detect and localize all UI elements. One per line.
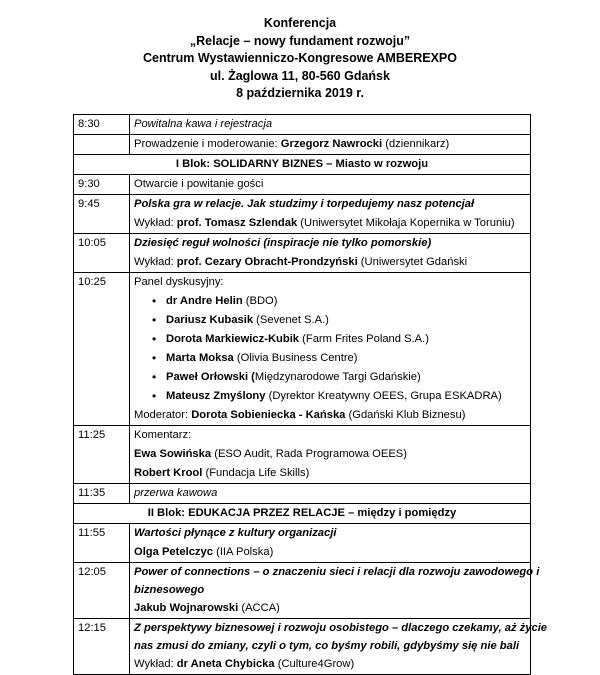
- time-cell: 10:05: [74, 234, 130, 273]
- comment-intro: Komentarz:: [134, 429, 192, 441]
- item-cell: [130, 115, 531, 135]
- agenda-row: [74, 524, 531, 563]
- bullet-icon: •: [152, 294, 157, 308]
- item-cell: [130, 484, 531, 504]
- venue-name: Centrum Wystawienniczo-Kongresowe AMBEREXPO: [143, 51, 457, 65]
- conference-date: 8 października 2019 r.: [236, 86, 364, 100]
- item-cell: [130, 563, 540, 619]
- agenda-row: [74, 175, 531, 195]
- commentator-org: (Fundacja Life Skills): [202, 467, 310, 479]
- time-cell: 10:25: [74, 273, 130, 426]
- agenda-row: [74, 115, 531, 135]
- speaker-name: dr Aneta Chybicka: [176, 658, 275, 670]
- item-cell: [130, 426, 531, 484]
- speaker-name: prof. Tomasz Szlendak: [176, 217, 298, 229]
- time-cell: 11:25: [74, 426, 130, 484]
- time-cell: 9:45: [74, 195, 130, 234]
- time-cell: 11:55: [74, 524, 130, 563]
- list-item: [152, 349, 526, 368]
- lecture-label: Wykład:: [134, 658, 177, 670]
- speaker-affiliation: (Culture4Grow): [274, 658, 355, 670]
- agenda-row: [74, 234, 531, 273]
- bullet-icon: •: [152, 370, 157, 384]
- agenda-table: [73, 114, 548, 675]
- agenda-row: [74, 563, 531, 619]
- moderator-affiliation: (dziennikarz): [382, 138, 450, 150]
- block-row: [74, 155, 531, 175]
- lecture-label: Wykład:: [134, 217, 177, 229]
- list-item: [152, 368, 526, 387]
- block-row: [74, 504, 531, 524]
- panelist-org: (Farm Frites Poland S.A.): [299, 333, 429, 345]
- panelist-org: (Dyrektor Kreatywny OEES, Grupa ESKADRA): [265, 390, 502, 402]
- panelist-org: (Sevenet S.A.): [253, 314, 329, 326]
- panelist-name: Dorota Markiewicz-Kubik: [166, 333, 300, 345]
- speaker-name: Olga Petelczyc: [134, 546, 213, 558]
- venue-address: ul. Żaglowa 11, 80-560 Gdańsk: [210, 68, 390, 83]
- agenda-row: [74, 135, 531, 155]
- item-cell: Otwarcie i powitanie gości: [130, 175, 531, 195]
- moderator-name: Dorota Sobieniecka - Kańska: [191, 409, 346, 421]
- panelist-list: [152, 292, 526, 406]
- panelist-org: Międzynarodowe Targi Gdańskie): [254, 371, 421, 383]
- session-title-line: nas zmusi do zmiany, czyli o tym, co byśmy robili, gdybyśmy się nie bali: [134, 640, 520, 652]
- time-cell: 8:30: [74, 115, 130, 135]
- session-title: Dziesięć reguł wolności (inspiracje nie tylko pomorskie): [134, 237, 432, 249]
- bullet-icon: •: [152, 313, 157, 327]
- bullet-icon: •: [152, 389, 157, 403]
- conference-title: „Relacje – nowy fundament rozwoju”: [189, 33, 411, 48]
- item-cell: [130, 619, 548, 675]
- time-cell: 11:35: [74, 484, 130, 504]
- panel-intro: Panel dyskusyjny:: [134, 276, 224, 288]
- session-title: Wartości płynące z kultury organizacji: [134, 527, 337, 539]
- speaker-affiliation: (ACCA): [238, 602, 280, 614]
- panelist-name: dr Andre Helin: [166, 295, 243, 307]
- panelist-name: Paweł Orłowski (: [166, 371, 255, 383]
- speaker-affiliation: (Uniwersytet Mikołaja Kopernika w Toruniu): [297, 217, 515, 229]
- block-heading: II Blok: EDUKACJA PRZEZ RELACJE – między i pomiędzy: [74, 504, 531, 524]
- agenda-row: [74, 195, 531, 234]
- moderator-name: Grzegorz Nawrocki: [280, 138, 383, 150]
- speaker-name: prof. Cezary Obracht-Prondzyński: [176, 256, 358, 268]
- item-cell: [130, 135, 531, 155]
- panelist-org: (Olivia Business Centre): [233, 352, 358, 364]
- moderation-label: Prowadzenie i moderowanie:: [134, 138, 281, 150]
- list-item: [152, 292, 526, 311]
- item-cell: [130, 195, 531, 234]
- item-cell: [130, 524, 531, 563]
- commentator-name: Ewa Sowińska: [134, 448, 212, 460]
- time-cell: 12:15: [74, 619, 130, 675]
- panelist-name: Mateusz Zmyślony: [166, 390, 266, 402]
- item-cell: [130, 273, 531, 426]
- panelist-name: Dariusz Kubasik: [166, 314, 254, 326]
- list-item: [152, 387, 526, 406]
- conference-label: Konferencja: [263, 16, 337, 30]
- session-title: Polska gra w relacje. Jak studzimy i torpedujemy nasz potencjał: [134, 198, 475, 210]
- panelist-name: Marta Moksa: [166, 352, 234, 364]
- item-text: przerwa kawowa: [134, 487, 218, 499]
- time-cell: [74, 135, 130, 155]
- session-title-line: Z perspektywy biznesowej i rozwoju osobistego – dlaczego czekamy, aż życie: [134, 622, 548, 634]
- agenda-row: [74, 273, 531, 426]
- commentator-name: Robert Krool: [134, 467, 203, 479]
- list-item: [152, 311, 526, 330]
- list-item: [152, 330, 526, 349]
- panelist-org: (BDO): [242, 295, 278, 307]
- moderator-affiliation: (Gdański Klub Biznesu): [345, 409, 466, 421]
- lecture-label: Wykład:: [134, 256, 177, 268]
- bullet-icon: •: [152, 332, 157, 346]
- agenda-row: [74, 484, 531, 504]
- agenda-row: [74, 426, 531, 484]
- block-heading: I Blok: SOLIDARNY BIZNES – Miasto w rozwoju: [74, 155, 531, 175]
- time-cell: 12:05: [74, 563, 130, 619]
- commentator-org: (ESO Audit, Rada Programowa OEES): [211, 448, 407, 460]
- session-title-line: Power of connections – o znaczeniu sieci i relacji dla rozwoju zawodowego i: [134, 566, 540, 578]
- item-text: Powitalna kawa i rejestracja: [134, 118, 273, 130]
- speaker-affiliation: (Uniwersytet Gdański: [357, 256, 468, 268]
- agenda-row: [74, 619, 531, 675]
- moderator-label: Moderator:: [134, 409, 192, 421]
- speaker-affiliation: (IIA Polska): [212, 546, 274, 558]
- time-cell: 9:30: [74, 175, 130, 195]
- item-cell: [130, 234, 531, 273]
- session-title-line: biznesowego: [134, 584, 205, 596]
- speaker-name: Jakub Wojnarowski: [134, 602, 239, 614]
- document-header: [0, 15, 600, 103]
- bullet-icon: •: [152, 351, 157, 365]
